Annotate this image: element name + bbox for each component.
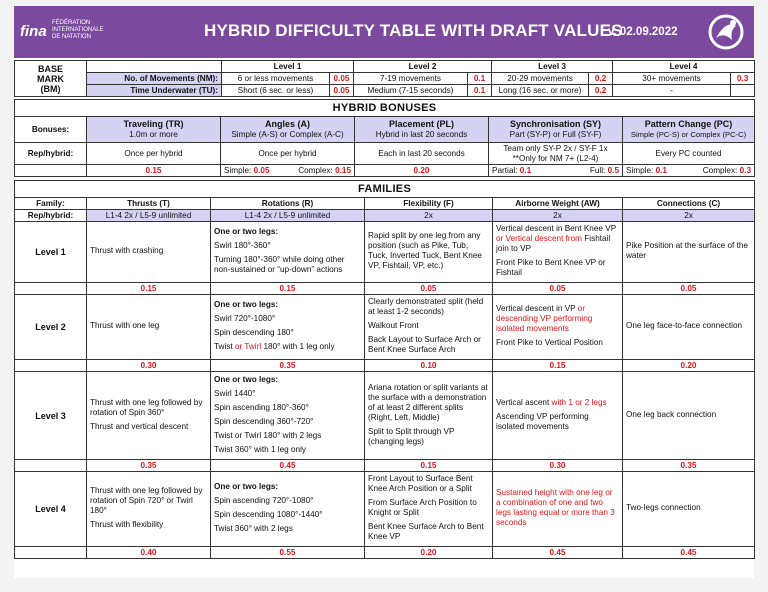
nm-l3-value: 0.2 [589,73,613,85]
level-2-connections-value: 0.20 [623,360,755,372]
tu-l3-text: Long (16 sec. or more) [492,85,589,97]
nm-l4-value: 0.3 [731,73,755,85]
level-4-airborne-weight: Sustained height with one leg or a combination of one and two legs lasting equal or more than 3 seconds [493,472,623,547]
bonus-pattern-change: Pattern Change (PC) Simple (PC-S) or Complex (PC-C) [623,117,755,143]
bonus-placement-value: 0.20 [355,165,489,177]
level-1-label: Level 1 [15,222,87,283]
nm-l4-text: 30+ movements [613,73,731,85]
level-2-thrusts: Thrust with one leg [87,295,211,360]
level-1-flexibility-value: 0.05 [365,283,493,295]
hybrid-bonuses-table [14,99,755,177]
document-page [14,6,754,578]
families-heading: FAMILIES [15,181,755,198]
title-banner [14,6,754,58]
level-4-flexibility-value: 0.20 [365,547,493,559]
level-3-airborne-weight: Vertical ascent with 1 or 2 legs Ascending VP performing isolated movements [493,372,623,460]
level-1-aw-value: 0.05 [493,283,623,295]
level-1-airborne-weight: Vertical descent in Bent Knee VP or Vertical descent from Fishtail join to VP Front Pike to Bent Knee VP or Fishtail [493,222,623,283]
families-table [14,180,755,559]
artistic-swimming-icon [706,12,746,52]
level-3-flexibility: Ariana rotation or split variants at the surface with a demonstration of at least 2 different splits (Right, Left, Middle) Split to Split through VP (changing legs) [365,372,493,460]
bonus-sync-values: Partial: 0.1 Full: 0.5 [489,165,623,177]
level-4-header: Level 4 [613,61,755,73]
family-connections-rep: 2x [623,210,755,222]
tu-l3-value: 0.2 [589,85,613,97]
base-mark-label: BASE MARK (BM) [15,61,87,97]
bonus-angles: Angles (A) Simple (A-S) or Complex (A-C) [221,117,355,143]
level-3-connections-value: 0.35 [623,460,755,472]
bonus-synchronisation: Synchronisation (SY) Part (SY-P) or Full (SY-F) [489,117,623,143]
family-rotations: Rotations (R) [211,198,365,210]
level-2-aw-value: 0.15 [493,360,623,372]
tu-l1-value: 0.05 [330,85,354,97]
level-3-thrusts-value: 0.35 [87,460,211,472]
level-1-connections: Pike Position at the surface of the water [623,222,755,283]
level-1-rotations: One or two legs: Swirl 180°-360° Turning 180°-360° while doing other non-sustained or “up-down” actions [211,222,365,283]
tu-l2-value: 0.1 [468,85,492,97]
level-1-rotations-value: 0.15 [211,283,365,295]
base-mark-table [14,60,755,97]
bonus-traveling-rep: Once per hybrid [87,143,221,165]
level-2-header: Level 2 [354,61,492,73]
level-2-label: Level 2 [15,295,87,360]
level-4-thrusts-value: 0.40 [87,547,211,559]
level-3-header: Level 3 [492,61,613,73]
tu-l4-value [731,85,755,97]
level-4-aw-value: 0.45 [493,547,623,559]
family-rotations-rep: L1-4 2x / L5-9 unlimited [211,210,365,222]
level-1-thrusts: Thrust with crashing [87,222,211,283]
tu-l1-text: Short (6 sec. or less) [222,85,330,97]
nm-l1-value: 0.05 [330,73,354,85]
level-1-header: Level 1 [222,61,354,73]
level-2-flexibility-value: 0.10 [365,360,493,372]
bonus-pc-values: Simple: 0.1 Complex: 0.3 [623,165,755,177]
tu-l4-text: - [613,85,731,97]
level-4-connections-value: 0.45 [623,547,755,559]
level-4-thrusts: Thrust with one leg followed by rotation of Spin 720° or Twirl 180° Thrust with flexibility [87,472,211,547]
level-4-rotations: One or two legs: Spin ascending 720°-1080° Spin descending 1080°-1440° Twist 360° with 2 legs [211,472,365,547]
level-1-connections-value: 0.05 [623,283,755,295]
family-flexibility: Flexibility (F) [365,198,493,210]
family-thrusts: Thrusts (T) [87,198,211,210]
level-4-label: Level 4 [15,472,87,547]
level-3-aw-value: 0.30 [493,460,623,472]
bonus-angles-rep: Once per hybrid [221,143,355,165]
level-2-airborne-weight: Vertical descent in VP or descending VP performing isolated movements Front Pike to Vertical Position [493,295,623,360]
nm-label: No. of Movements (NM): [87,73,222,85]
tu-l2-text: Medium (7-15 seconds) [354,85,468,97]
bonuses-row-label: Bonuses: [15,117,87,143]
bonus-angles-values: Simple: 0.05 Complex: 0.15 [221,165,355,177]
bonus-traveling-value: 0.15 [87,165,221,177]
level-1-flexibility: Rapid split by one leg from any position (such as Pike, Tub, Tuck, Inverted Tuck, Bent Knee VP, Fishtail, VP, etc.) [365,222,493,283]
level-1-thrusts-value: 0.15 [87,283,211,295]
fina-org-name: FÉDÉRATION INTERNATIONALE DE NATATION [52,20,104,40]
tu-label: Time Underwater (TU): [87,85,222,97]
bonus-traveling: Traveling (TR) 1.0m or more [87,117,221,143]
bonuses-rep-label: Rep/hybrid: [15,143,87,165]
bonus-sync-rep: Team only SY-P 2x / SY-F 1x **Only for NM 7+ (L2-4) [489,143,623,165]
nm-l3-text: 20-29 movements [492,73,589,85]
family-airborne-weight: Airborne Weight (AW) [493,198,623,210]
level-3-thrusts: Thrust with one leg followed by rotation of Spin 360° Thrust and vertical descent [87,372,211,460]
nm-l1-text: 6 or less movements [222,73,330,85]
nm-l2-value: 0.1 [468,73,492,85]
version-label: v. 02.09.2022 [608,26,678,38]
fina-logo [20,12,110,52]
fina-logo-wordmark: fina [20,23,47,40]
level-3-connections: One leg back connection [623,372,755,460]
bonus-placement: Placement (PL) Hybrid in last 20 seconds [355,117,489,143]
bonus-pc-rep: Every PC counted [623,143,755,165]
family-aw-rep: 2x [493,210,623,222]
family-flexibility-rep: 2x [365,210,493,222]
hybrid-bonuses-heading: HYBRID BONUSES [15,100,755,117]
level-3-label: Level 3 [15,372,87,460]
level-2-rotations: One or two legs: Swirl 720°-1080° Spin descending 180° Twist or Twirl 180° with 1 leg only [211,295,365,360]
bonus-placement-rep: Each in last 20 seconds [355,143,489,165]
level-3-rotations: One or two legs: Swirl 1440° Spin ascending 180°-360° Spin descending 360°-720° Twist or Twirl 180° with 2 legs Twist 360° with 1 leg only [211,372,365,460]
family-label: Family: [15,198,87,210]
nm-l2-text: 7-19 movements [354,73,468,85]
level-4-rotations-value: 0.55 [211,547,365,559]
level-2-thrusts-value: 0.30 [87,360,211,372]
page-title: HYBRID DIFFICULTY TABLE WITH DRAFT VALUES [204,21,623,40]
level-3-rotations-value: 0.45 [211,460,365,472]
level-2-connections: One leg face-to-face connection [623,295,755,360]
family-connections: Connections (C) [623,198,755,210]
level-2-rotations-value: 0.35 [211,360,365,372]
level-4-connections: Two-legs connection [623,472,755,547]
level-4-flexibility: Front Layout to Surface Bent Knee Arch Position or a Split From Surface Arch Position to Knight or Split Bent Knee Surface Arch to Bent Knee VP [365,472,493,547]
family-thrusts-rep: L1-4 2x / L5-9 unlimited [87,210,211,222]
level-3-flexibility-value: 0.15 [365,460,493,472]
family-rep-label: Rep/hybrid: [15,210,87,222]
level-2-flexibility: Clearly demonstrated split (held at least 1-2 seconds) Walkout Front Back Layout to Surface Arch or Bent Knee Surface Arch [365,295,493,360]
